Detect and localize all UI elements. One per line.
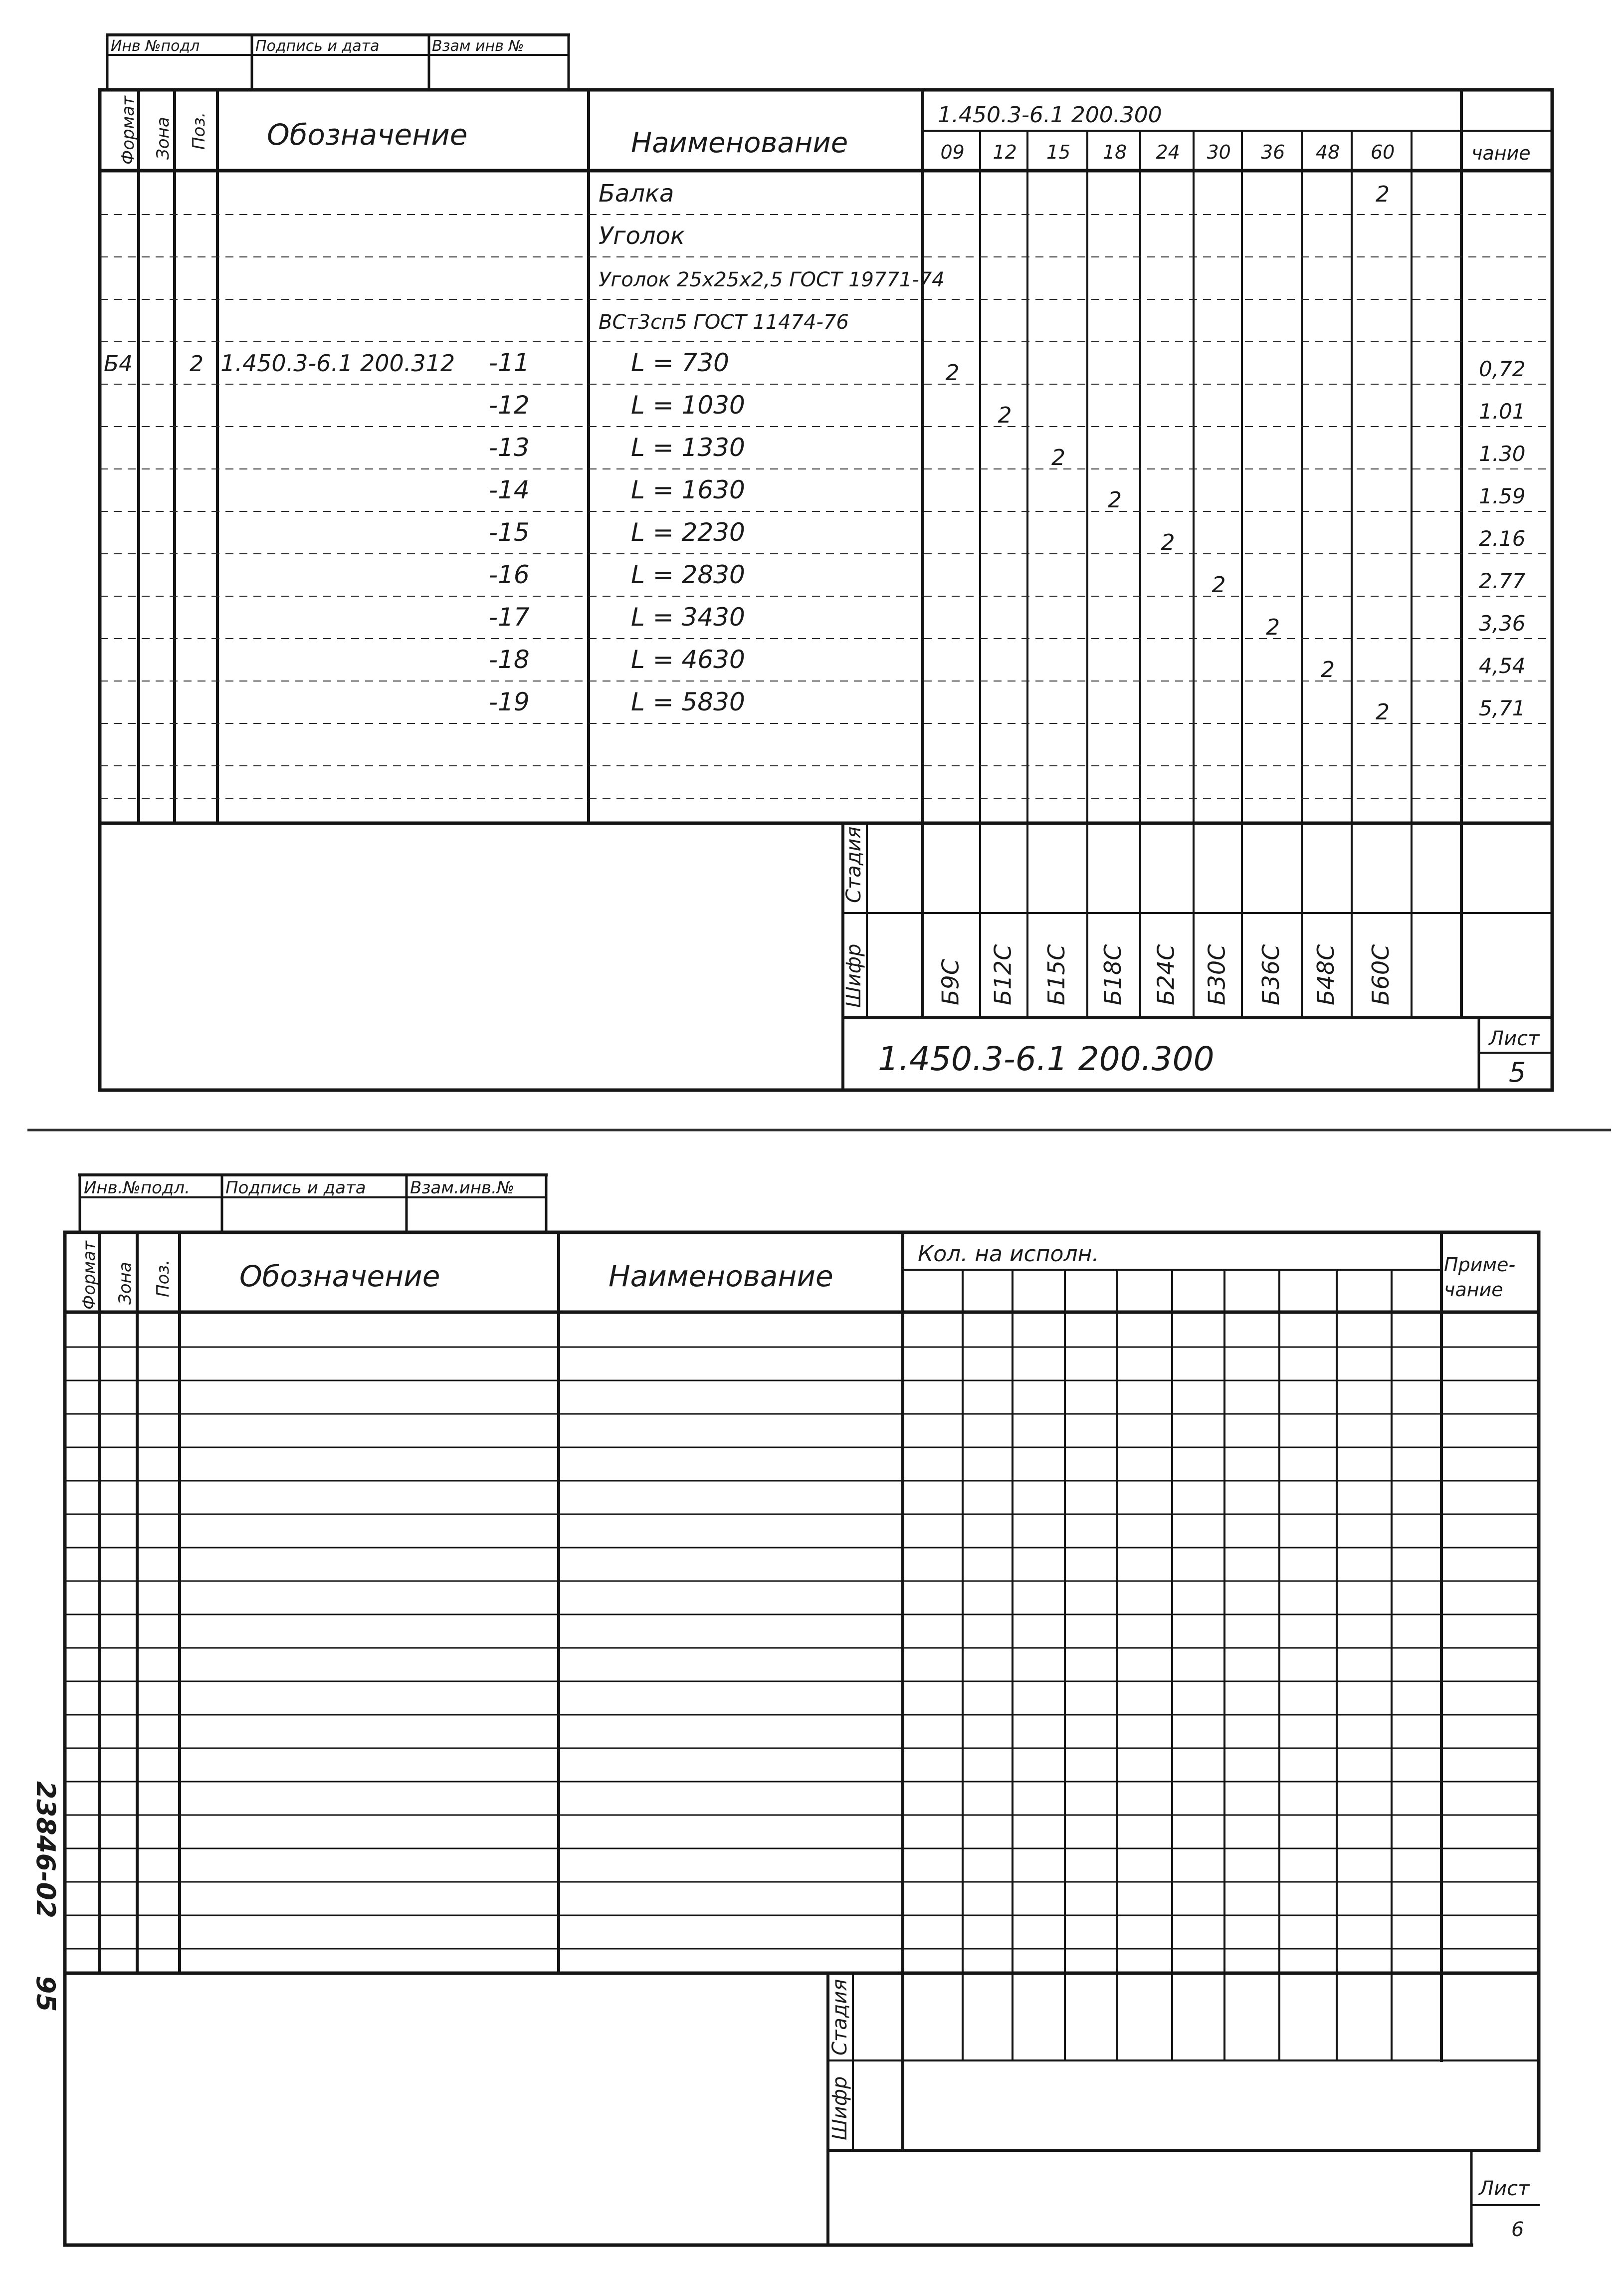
row-qty: 2 — [1266, 615, 1280, 640]
row-qty: 2 — [998, 403, 1012, 428]
header2-poz: Поз. — [153, 1259, 173, 1297]
sheet1-list-label: Лист — [1489, 1027, 1540, 1050]
row-qty: 2 — [1212, 572, 1226, 598]
header-poz: Поз. — [189, 112, 209, 150]
row-name: L = 1330 — [631, 433, 745, 462]
column-number: 48 — [1316, 141, 1340, 163]
shifr-label: Шифр — [842, 943, 865, 1008]
row-designation-suffix: -15 — [489, 518, 530, 547]
row-note: 2.16 — [1479, 526, 1526, 551]
row-designation-suffix: -13 — [489, 433, 530, 462]
sheet2-grid — [65, 1232, 1539, 2245]
row-qty: 2 — [1161, 530, 1175, 555]
row-designation-suffix: -18 — [489, 645, 530, 674]
column-number: 30 — [1207, 141, 1231, 163]
row-qty: 2 — [945, 360, 960, 386]
header2-format: Формат — [79, 1241, 99, 1310]
sheet1-list-number: 5 — [1509, 1057, 1526, 1088]
sheet1-frame — [100, 90, 1552, 1090]
row-note: 0,72 — [1479, 357, 1526, 381]
column-number: 12 — [993, 141, 1017, 163]
shifr-value: Б18С — [1099, 944, 1126, 1005]
row-designation-suffix: -16 — [489, 560, 530, 589]
row-name: Уголок — [599, 222, 685, 250]
sheet1-row-lines — [100, 215, 1552, 798]
header2-zona: Зона — [115, 1262, 135, 1305]
stadia-label: Стадия — [842, 826, 865, 903]
header2-oboznachenie: Обозначение — [239, 1259, 440, 1293]
row-name: L = 3430 — [631, 603, 745, 632]
stadia2-label: Стадия — [828, 1979, 851, 2055]
row-designation-suffix: -17 — [489, 603, 530, 632]
row-name: Уголок 25х25х2,5 ГОСТ 19771-74 — [599, 268, 945, 291]
sheet1-designation: 1.450.3-6.1 200.300 — [878, 1040, 1215, 1078]
sheet2-frame — [65, 1232, 1539, 2245]
sheet2-list-number: 6 — [1511, 2218, 1524, 2241]
header-zona: Зона — [153, 117, 173, 160]
shifr-value: Б48С — [1312, 944, 1339, 1005]
row-name: L = 2230 — [631, 518, 745, 547]
shifr-value: Б36С — [1257, 944, 1284, 1005]
shifr-value: Б15С — [1043, 944, 1070, 1005]
row-name: ВСт3сп5 ГОСТ 11474-76 — [599, 311, 849, 334]
header-primechanie: чание — [1471, 142, 1531, 164]
column-number: 15 — [1046, 141, 1071, 163]
stamp-inv-podl: Инв №подл — [111, 37, 200, 55]
column-number: 36 — [1261, 141, 1285, 163]
row-poz: 2 — [190, 351, 203, 377]
row-name: L = 2830 — [631, 560, 745, 589]
shifr-value: Б12С — [989, 944, 1016, 1005]
row-note: 1.30 — [1479, 442, 1526, 466]
row-designation-suffix: -11 — [489, 348, 530, 377]
shifr-value: Б24С — [1152, 944, 1180, 1005]
column-number: 24 — [1156, 141, 1180, 163]
header-kol-designation: 1.450.3-6.1 200.300 — [938, 102, 1162, 128]
row-designation-base: 1.450.3-6.1 200.312 — [220, 350, 455, 377]
row-qty: 2 — [1051, 445, 1065, 470]
sheet1-grid — [100, 90, 1552, 1090]
column-number: 60 — [1371, 141, 1395, 163]
row-name: L = 1630 — [631, 475, 745, 504]
row-note: 2.77 — [1479, 569, 1526, 593]
sheet2-row-lines — [65, 1347, 1539, 1949]
sheet1-stadia-block — [842, 827, 1394, 1008]
row-format: Б4 — [104, 351, 133, 377]
sheet1-stamp — [107, 35, 569, 90]
row-name: L = 1030 — [631, 391, 745, 420]
row-qty: 2 — [1376, 699, 1390, 725]
column-numbers — [941, 141, 1395, 163]
row-qty: 2 — [1321, 657, 1335, 683]
header-format: Формат — [118, 96, 138, 165]
row-note: 3,36 — [1479, 611, 1526, 636]
stamp2-vzam-inv: Взам.инв.№ — [410, 1178, 515, 1198]
row-qty: 2 — [1376, 182, 1390, 207]
row-designation-suffix: -14 — [489, 475, 530, 504]
sheet2-header — [79, 1240, 1515, 1310]
row-note: 1.59 — [1479, 484, 1526, 508]
stamp-vzam-inv: Взам инв № — [432, 37, 524, 55]
row-qty: 2 — [1108, 487, 1122, 513]
sheet-2 — [30, 1175, 1539, 2245]
header-oboznachenie: Обозначение — [267, 118, 468, 152]
shifr-values — [937, 944, 1395, 1005]
row-designation-suffix: -19 — [489, 687, 530, 716]
stamp2-inv-podl: Инв.№подл. — [84, 1178, 190, 1198]
row-name: L = 730 — [631, 348, 729, 377]
header2-prim-bottom: чание — [1444, 1279, 1503, 1301]
sheet-1 — [100, 35, 1552, 1090]
row-designation-suffix: -12 — [489, 391, 530, 420]
shifr-value: Б60С — [1367, 944, 1394, 1005]
row-name: L = 4630 — [631, 645, 745, 674]
row-note: 5,71 — [1479, 696, 1526, 720]
shifr2-label: Шифр — [828, 2076, 851, 2140]
header2-naimenovanie: Наименование — [609, 1259, 833, 1293]
stamp2-podpis-data: Подпись и дата — [225, 1178, 366, 1198]
side-page: 95 — [30, 1976, 60, 2012]
column-number: 09 — [940, 141, 965, 163]
sheet1-rows — [104, 180, 1526, 725]
header2-kol: Кол. на исполн. — [918, 1241, 1099, 1267]
row-note: 1.01 — [1479, 399, 1526, 424]
shifr-value: Б30С — [1203, 944, 1230, 1005]
row-note: 4,54 — [1479, 654, 1526, 678]
header-naimenovanie: Наименование — [631, 127, 848, 159]
header2-prim-top: Приме- — [1444, 1254, 1516, 1276]
row-name: L = 5830 — [631, 687, 745, 716]
shifr-value: Б9С — [937, 959, 964, 1005]
row-name: Балка — [599, 180, 674, 208]
side-code: 23846-02 — [30, 1781, 60, 1918]
sheet2-stamp — [80, 1175, 546, 1232]
column-number: 18 — [1103, 141, 1127, 163]
stamp-podpis-data: Подпись и дата — [255, 37, 380, 55]
sheet2-list-label: Лист — [1479, 2177, 1530, 2200]
